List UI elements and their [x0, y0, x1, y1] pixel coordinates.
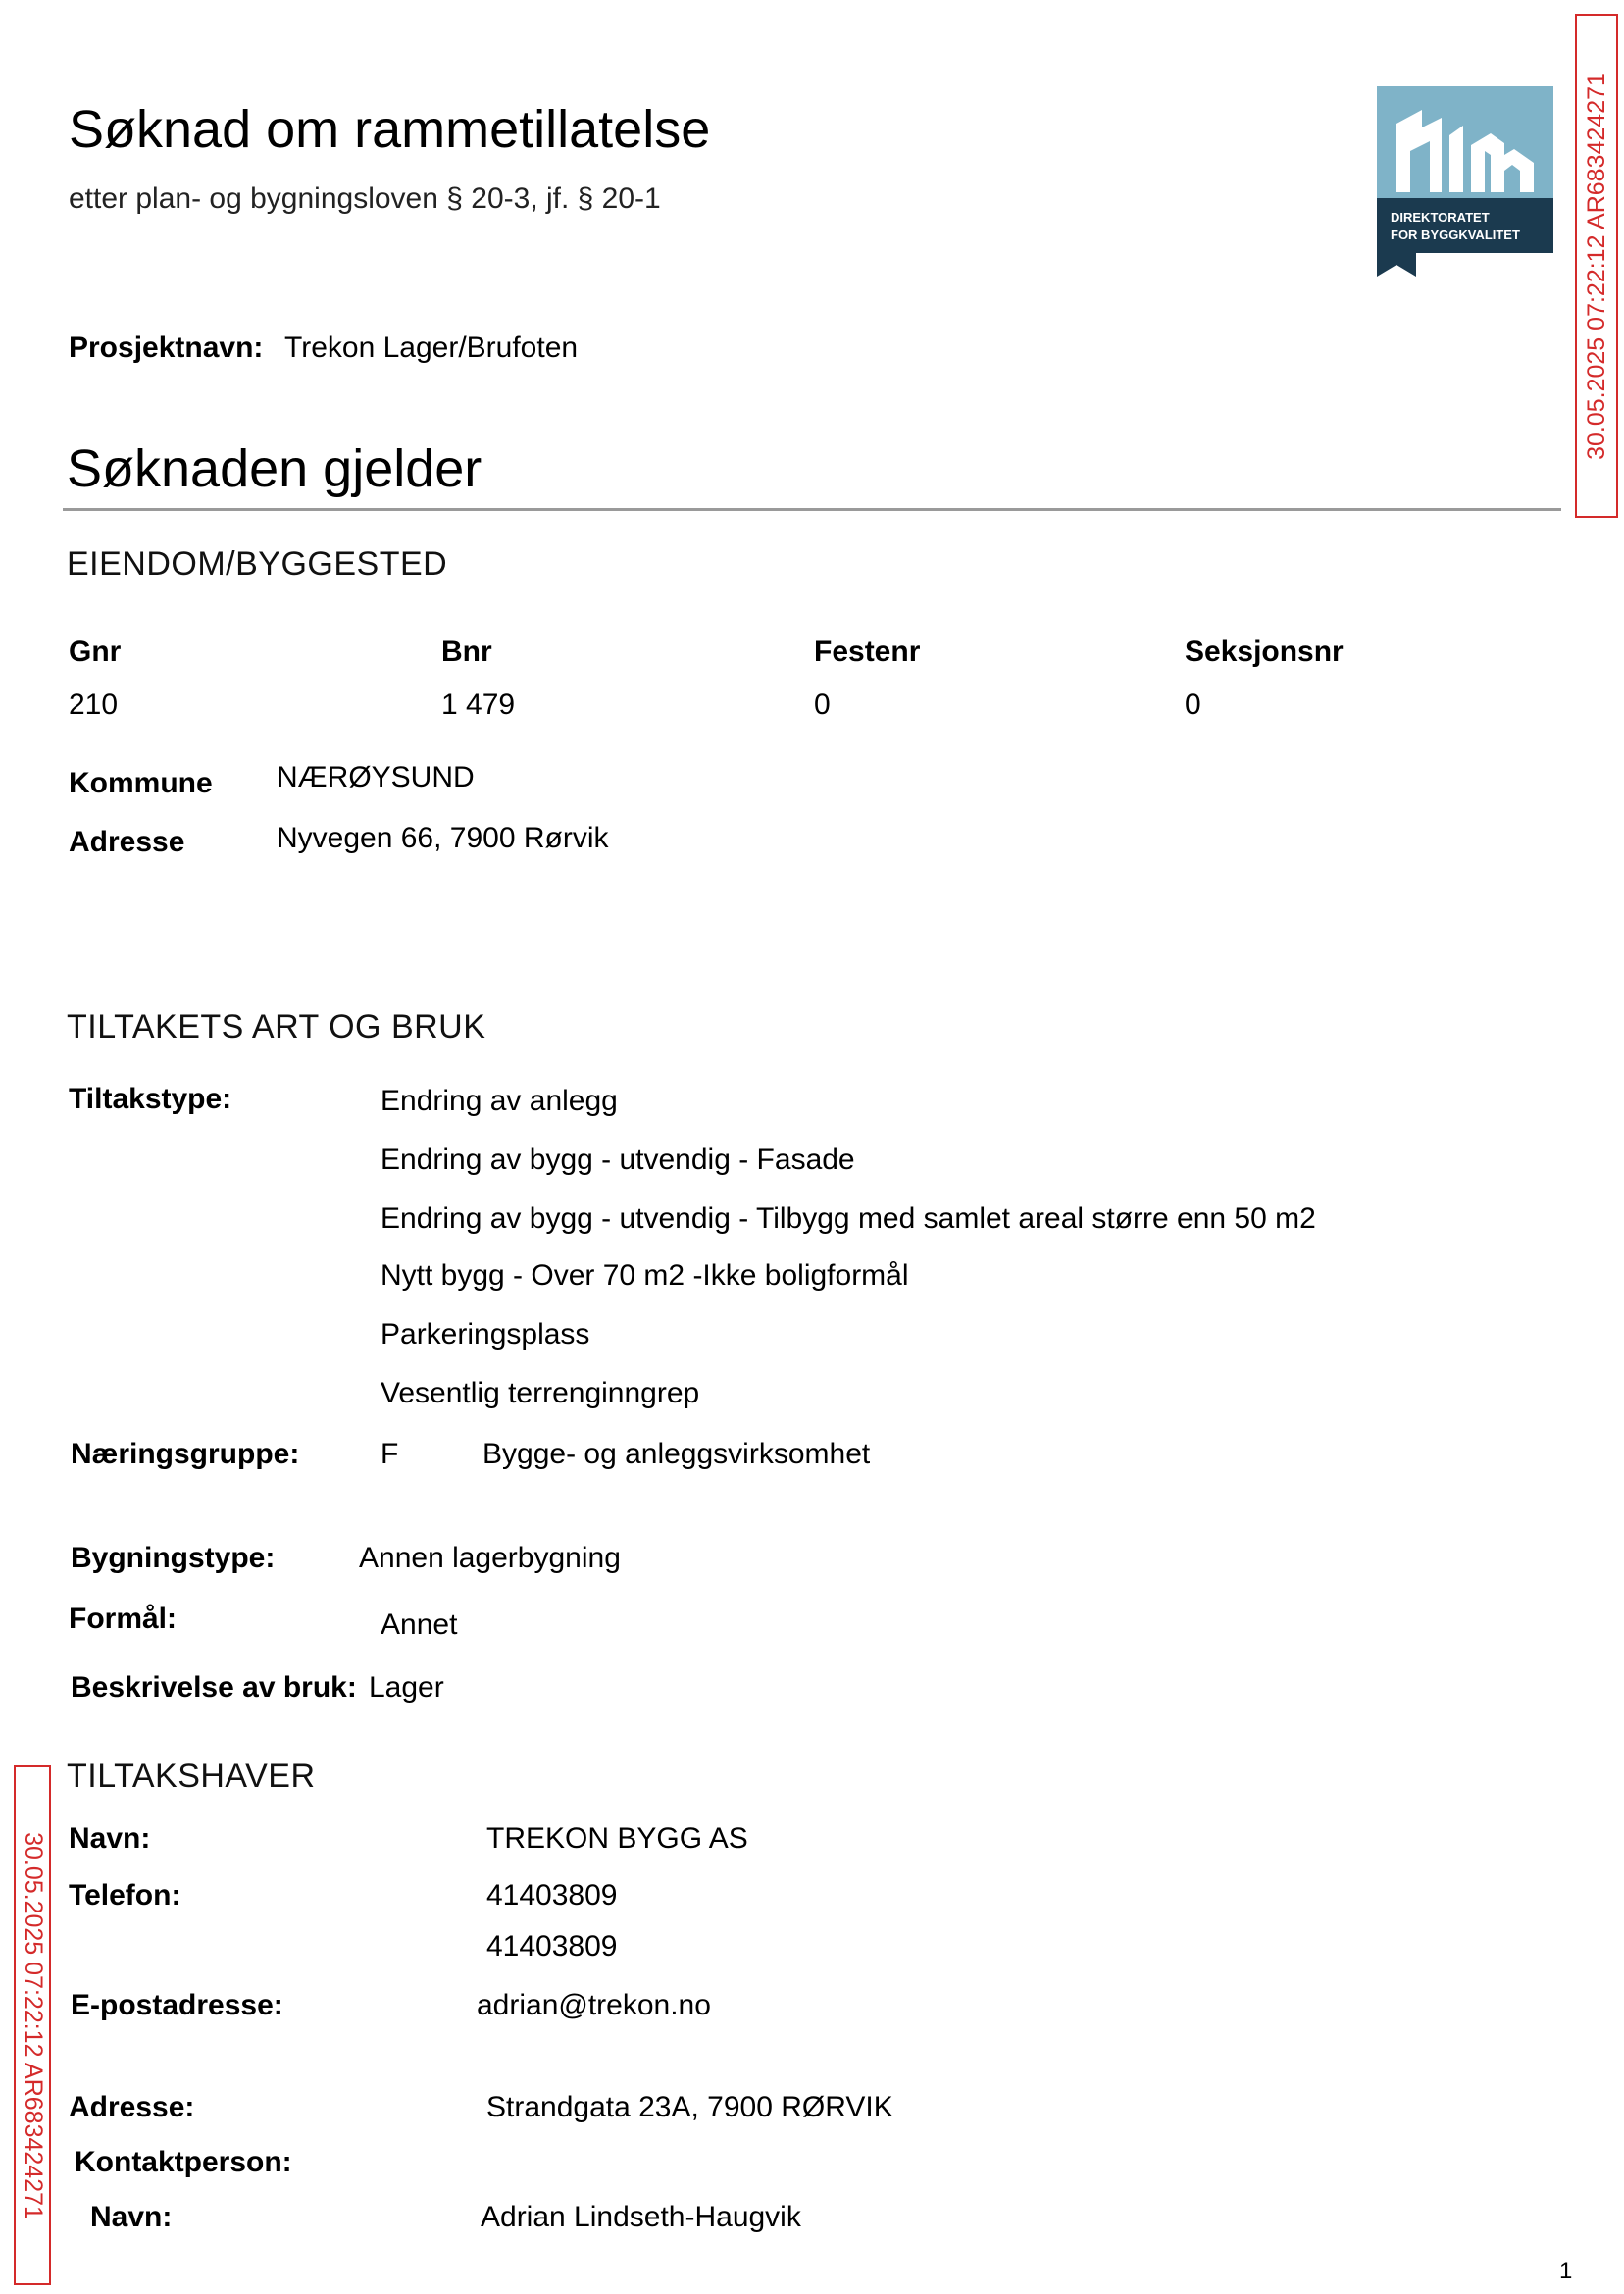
kommune-value: NÆRØYSUND: [277, 761, 475, 793]
festenr-value: 0: [814, 688, 831, 721]
building-logo-icon: [1377, 86, 1553, 277]
kontakt-navn-value: Adrian Lindseth-Haugvik: [481, 2201, 801, 2233]
tiltakstype-item: Endring av anlegg: [381, 1085, 618, 1117]
tiltak-heading: TILTAKETS ART OG BRUK: [67, 1008, 486, 1045]
formaal-value: Annet: [381, 1608, 458, 1641]
tiltakshaver-adresse-label: Adresse:: [69, 2091, 195, 2123]
epost-label: E-postadresse:: [71, 1989, 283, 2021]
navn-value: TREKON BYGG AS: [486, 1822, 748, 1855]
timestamp-stamp-left: [14, 1765, 51, 2285]
seksjonsnr-label: Seksjonsnr: [1185, 636, 1344, 668]
festenr-label: Festenr: [814, 636, 921, 668]
tiltakstype-item: Endring av bygg - utvendig - Fasade: [381, 1144, 855, 1176]
formaal-label: Formål:: [69, 1603, 178, 1635]
kommune-label: Kommune: [69, 767, 213, 799]
tiltakstype-item: Nytt bygg - Over 70 m2 -Ikke boligformål: [381, 1259, 909, 1292]
gnr-value: 210: [69, 688, 119, 721]
bygningstype-value: Annen lagerbygning: [359, 1542, 621, 1574]
logo-text-line1: DIREKTORATET: [1391, 210, 1490, 225]
gnr-label: Gnr: [69, 636, 122, 668]
tiltakstype-label: Tiltakstype:: [69, 1083, 232, 1115]
naeringsgruppe-label: Næringsgruppe:: [71, 1438, 300, 1470]
page-number: 1: [1559, 2258, 1573, 2284]
telefon-label: Telefon:: [69, 1879, 181, 1912]
tiltakstype-item: Parkeringsplass: [381, 1318, 590, 1351]
section-divider: [63, 508, 1561, 511]
tiltakshaver-adresse-value: Strandgata 23A, 7900 RØRVIK: [486, 2091, 893, 2123]
naeringsgruppe-text: Bygge- og anleggsvirksomhet: [482, 1438, 871, 1470]
section-title: Søknaden gjelder: [67, 439, 482, 498]
page-title: Søknad om rammetillatelse: [69, 100, 711, 159]
kontaktperson-label: Kontaktperson:: [75, 2146, 292, 2178]
stamp-text: 30.05.2025 07:22:12 AR683424271: [1582, 72, 1610, 460]
beskrivelse-label: Beskrivelse av bruk:: [71, 1671, 357, 1704]
project-label: Prosjektnavn:: [69, 331, 264, 364]
beskrivelse-value: Lager: [369, 1671, 444, 1704]
tiltakstype-item: Vesentlig terrenginngrep: [381, 1377, 700, 1409]
bygningstype-label: Bygningstype:: [71, 1542, 276, 1574]
telefon-value: 41403809: [486, 1930, 618, 1963]
navn-label: Navn:: [69, 1822, 151, 1855]
bnr-label: Bnr: [441, 636, 492, 668]
timestamp-stamp-right: [1575, 14, 1618, 518]
seksjonsnr-value: 0: [1185, 688, 1201, 721]
project-name: Trekon Lager/Brufoten: [284, 331, 579, 364]
property-heading: EIENDOM/BYGGESTED: [67, 545, 448, 583]
kontakt-navn-label: Navn:: [90, 2201, 173, 2233]
telefon-value: 41403809: [486, 1879, 618, 1912]
logo-text-line2: FOR BYGGKVALITET: [1391, 228, 1520, 242]
epost-value: adrian@trekon.no: [477, 1989, 711, 2021]
adresse-value: Nyvegen 66, 7900 Rørvik: [277, 822, 609, 854]
stamp-text: 30.05.2025 07:22:12 AR683424271: [19, 1831, 47, 2219]
dibk-logo: [1377, 86, 1553, 277]
tiltakstype-item: Endring av bygg - utvendig - Tilbygg med samlet areal større enn 50 m2: [381, 1202, 1316, 1235]
bnr-value: 1 479: [441, 688, 516, 721]
adresse-label: Adresse: [69, 826, 185, 858]
naeringsgruppe-code: F: [381, 1438, 399, 1470]
page-subtitle: etter plan- og bygningsloven § 20-3, jf. § 20-1: [69, 182, 661, 215]
tiltakshaver-heading: TILTAKSHAVER: [67, 1758, 316, 1795]
